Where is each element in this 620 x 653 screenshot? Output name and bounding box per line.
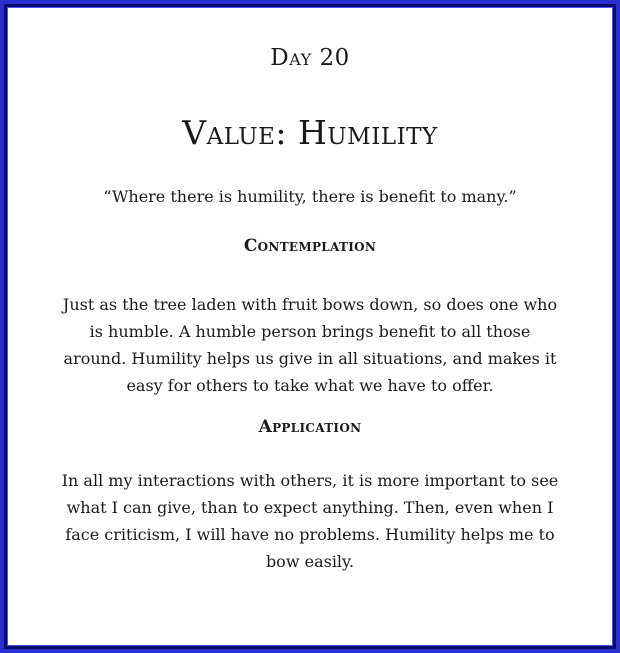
application-heading: Application xyxy=(258,417,362,437)
application-paragraph: In all my interactions with others, it is more important to see what I can give, than to expect anything. Then, even when I face criticism, I will have no problems. Humility helps me to bow easily. xyxy=(61,471,559,571)
book-page xyxy=(7,7,613,646)
page-inner-border xyxy=(4,4,616,649)
quote-text: “Where there is humility, there is benefit to many.” xyxy=(103,187,517,206)
day-heading: Day 20 xyxy=(270,45,350,71)
contemplation-heading: Contemplation xyxy=(243,236,377,256)
contemplation-paragraph: Just as the tree laden with fruit bows down, so does one who is humble. A humble person brings benefit to all those around. Humility helps us give in all situations, and makes it easy for others to take what we have to offer. xyxy=(62,295,558,395)
value-title: Value: Humility xyxy=(182,113,438,152)
